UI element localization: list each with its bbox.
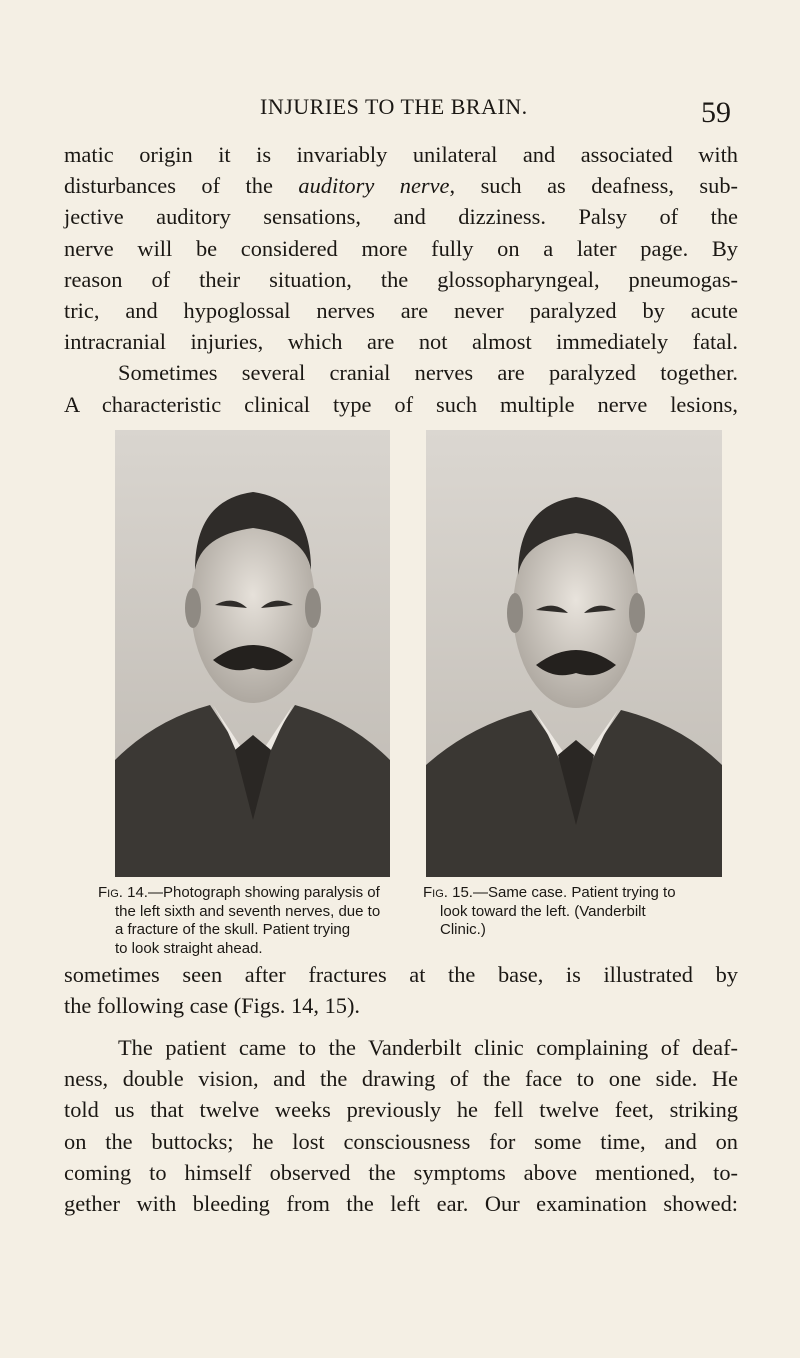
figure-15-caption bbox=[423, 884, 741, 940]
caption-line: Clinic.) bbox=[440, 921, 486, 938]
text-line: coming to himself observed the symptoms above mentioned, to- bbox=[64, 1159, 738, 1185]
figure-label: Fig. 14. bbox=[98, 884, 148, 901]
figure-14-photograph bbox=[115, 430, 390, 877]
figure-15-photograph bbox=[426, 430, 722, 877]
paragraph-1 bbox=[64, 139, 738, 420]
caption-text: —Same case. Patient trying to bbox=[472, 884, 676, 901]
text-line: nerve will be considered more fully on a later page. By bbox=[64, 235, 738, 261]
page-number: 59 bbox=[701, 96, 731, 129]
caption-line: look toward the left. (Vanderbilt bbox=[440, 902, 646, 920]
text-line: Sometimes several cranial nerves are paralyzed together. bbox=[118, 360, 738, 386]
text-line: ness, double vision, and the drawing of the face to one side. He bbox=[64, 1066, 738, 1092]
text-line: on the buttocks; he lost consciousness for some time, and on bbox=[64, 1128, 738, 1154]
caption-line: the left sixth and seventh nerves, due to bbox=[115, 902, 381, 920]
page-header bbox=[0, 88, 800, 128]
text-span: disturbances of the bbox=[64, 173, 299, 199]
text-line: sometimes seen after fractures at the base, is illustrated by bbox=[64, 962, 738, 987]
caption-line bbox=[98, 884, 403, 903]
text-line: the following case (Figs. 14, 15). bbox=[64, 993, 361, 1019]
paragraph-2 bbox=[64, 959, 738, 1021]
caption-text: —Photograph showing paralysis of bbox=[147, 884, 380, 901]
text-line: told us that twelve weeks previously he fell twelve feet, striking bbox=[64, 1097, 738, 1123]
portrait-photo-front bbox=[115, 430, 390, 877]
text-line: gether with bleeding from the left ear. Our examination showed: bbox=[64, 1190, 738, 1216]
text-line: intracranial injuries, which are not almost immediately fatal. bbox=[64, 329, 738, 355]
figure-label: Fig. 15. bbox=[423, 884, 473, 901]
paragraph-3 bbox=[64, 1032, 738, 1219]
text-line: A characteristic clinical type of such multiple nerve lesions, bbox=[64, 391, 738, 417]
text-line: matic origin it is invariably unilateral and associated with bbox=[64, 142, 738, 167]
text-line: reason of their situation, the glossopharyngeal, pneumogas- bbox=[64, 266, 738, 292]
figure-14-caption bbox=[98, 884, 403, 958]
running-head: INJURIES TO THE BRAIN. bbox=[260, 94, 528, 119]
caption-line: to look straight ahead. bbox=[115, 939, 263, 957]
portrait-photo-left-gaze bbox=[426, 430, 722, 877]
caption-line bbox=[423, 884, 741, 903]
text-line: jective auditory sensations, and dizziness. Palsy of the bbox=[64, 204, 738, 230]
text-span: , such as deafness, sub- bbox=[449, 173, 738, 199]
text-line: tric, and hypoglossal nerves are never paralyzed by acute bbox=[64, 297, 738, 323]
italic-term: auditory nerve bbox=[298, 173, 450, 199]
caption-line: a fracture of the skull. Patient trying bbox=[115, 921, 351, 938]
text-line bbox=[64, 170, 738, 201]
text-line: The patient came to the Vanderbilt clinic complaining of deaf- bbox=[118, 1035, 738, 1060]
